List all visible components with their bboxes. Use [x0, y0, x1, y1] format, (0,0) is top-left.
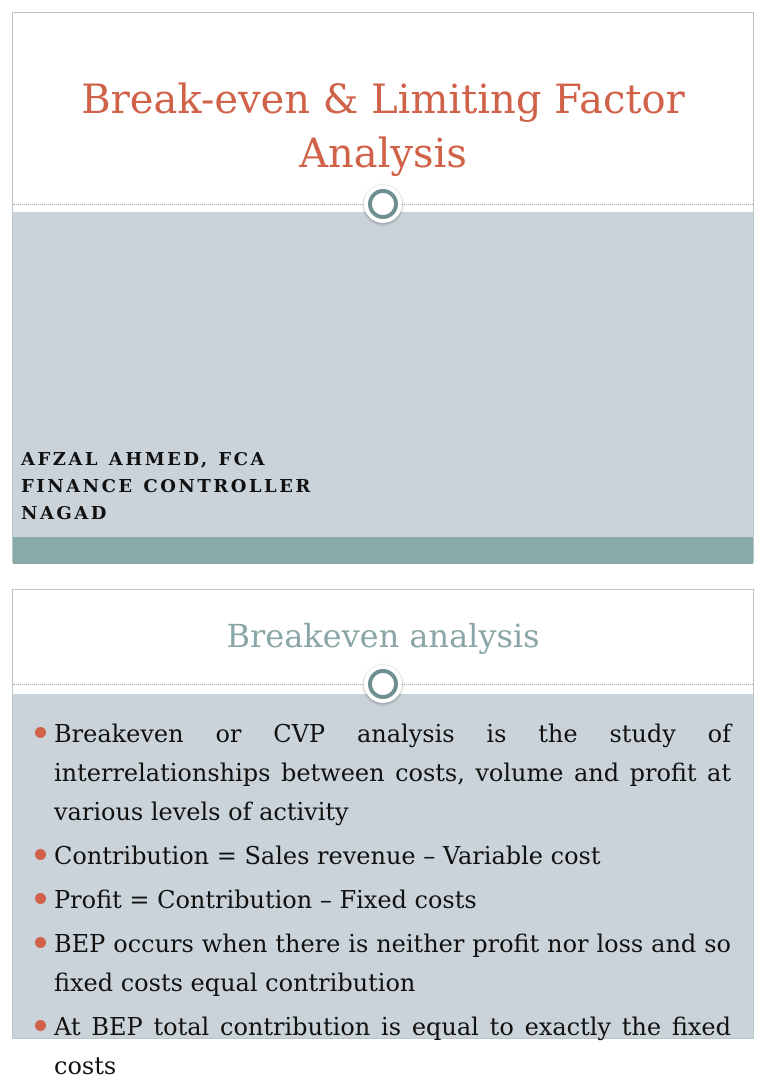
bullet-dot-icon	[35, 849, 46, 860]
ring-ornament-icon	[364, 185, 402, 223]
bullet-dot-icon	[35, 893, 46, 904]
bullet-item: BEP occurs when there is neither profit nor loss and so fixed costs equal contribution	[34, 925, 731, 1003]
author-role: FINANCE CONTROLLER	[21, 476, 313, 497]
bullet-item: Contribution = Sales revenue – Variable cost	[34, 837, 731, 876]
bullet-dot-icon	[35, 937, 46, 948]
author-org: NAGAD	[21, 503, 109, 524]
bullet-dot-icon	[35, 1020, 46, 1031]
bullet-item: Profit = Contribution – Fixed costs	[34, 881, 731, 920]
bullet-item: At BEP total contribution is equal to exactly the fixed costs	[34, 1008, 731, 1086]
author-name: AFZAL AHMED, FCA	[21, 449, 267, 470]
slide-body	[13, 694, 753, 1080]
ring-ornament-icon	[364, 665, 402, 703]
bullet-dot-icon	[35, 727, 46, 738]
footer-band	[13, 537, 753, 564]
author-block	[21, 446, 313, 527]
title-slide	[12, 12, 754, 563]
title-area	[13, 13, 753, 203]
content-slide	[12, 589, 754, 1080]
slide-title: Breakeven analysis	[226, 617, 540, 655]
bullet-list	[34, 715, 731, 1091]
slide-title: Break-even & Limiting Factor Analysis	[81, 77, 685, 177]
bullet-item: Breakeven or CVP analysis is the study of interrelationships between costs, volume and profit at various levels of activity	[34, 715, 731, 832]
